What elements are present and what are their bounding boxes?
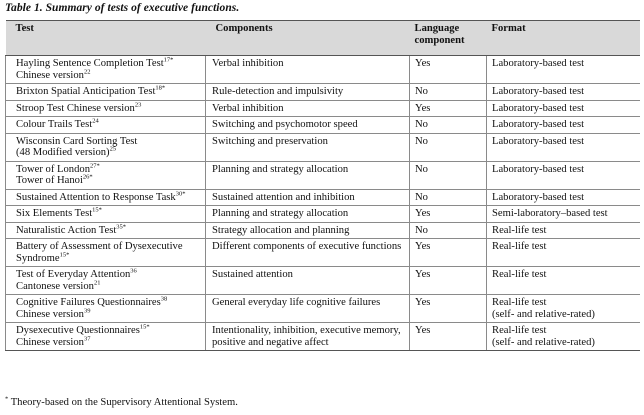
header-language-component: Language component (410, 21, 487, 56)
format-text: Real-life test (492, 325, 547, 336)
test-second-line (16, 278, 201, 293)
test-second-line-text: Chinese version (16, 69, 84, 81)
cell-test (6, 206, 206, 223)
test-reference: 24 (92, 117, 99, 125)
executive-functions-table (5, 20, 640, 351)
table-header-row (6, 21, 640, 56)
test-name: Brixton Spatial Anticipation Test (16, 86, 156, 97)
table-body (6, 56, 640, 351)
format-text: Laboratory-based test (492, 163, 585, 175)
test-reference: 17* (163, 56, 174, 64)
test-reference: 15* (139, 323, 150, 331)
cell-components: Intentionality, inhibition, executive memory, positive and negative affect (206, 323, 410, 351)
cell-test (6, 222, 206, 239)
table-caption: Table 1. Summary of tests of executive functions. (5, 2, 240, 14)
cell-test (6, 161, 206, 189)
format-text: Laboratory-based test (492, 58, 585, 69)
cell-language-component: Yes (410, 100, 487, 117)
cell-format (487, 323, 640, 351)
test-name: Sustained Attention to Response Task (16, 191, 176, 203)
table-row (6, 161, 640, 189)
cell-components: Different components of executive functions (206, 239, 410, 267)
cell-language-component: Yes (410, 239, 487, 267)
test-second-line-text: Chinese version (16, 336, 84, 348)
test-name: Battery of Assessment of Dysexecutive (16, 241, 183, 252)
cell-format (487, 206, 640, 223)
format-text: Real-life test (492, 224, 547, 236)
test-name: Tower of London (16, 163, 90, 175)
cell-language-component: No (410, 84, 487, 101)
test-reference: 15* (92, 206, 102, 214)
test-second-line-reference: 26* (82, 173, 93, 181)
cell-format (487, 161, 640, 189)
cell-test (6, 133, 206, 161)
test-reference: 36 (130, 267, 137, 275)
cell-format (487, 267, 640, 295)
cell-language-component: Yes (410, 295, 487, 323)
cell-test (6, 56, 206, 84)
table-row (6, 239, 640, 267)
test-name: Stroop Test Chinese version (16, 102, 135, 114)
test-second-line-reference: 21 (93, 278, 101, 286)
test-reference: 38 (160, 295, 168, 303)
format-text: Laboratory-based test (492, 191, 585, 203)
table-row (6, 323, 640, 351)
test-second-line (16, 334, 201, 349)
cell-language-component: No (410, 161, 487, 189)
format-second-line: (self- and relative-rated) (492, 308, 595, 320)
table-row (6, 189, 640, 206)
cell-test (6, 117, 206, 134)
test-second-line-reference: 15* (59, 250, 70, 258)
test-second-line (16, 250, 201, 265)
cell-format (487, 295, 640, 323)
format-text: Real-life test (492, 241, 547, 252)
test-name: Cognitive Failures Questionnaires (16, 297, 161, 308)
cell-test (6, 84, 206, 101)
test-name: Naturalistic Action Test (16, 224, 117, 236)
cell-language-component: Yes (410, 56, 487, 84)
table-row (6, 56, 640, 84)
cell-test (6, 267, 206, 295)
cell-components: Sustained attention (206, 267, 410, 295)
test-second-line-reference: 25 (109, 145, 117, 153)
test-second-line-text: Tower of Hanoi (16, 175, 83, 186)
table-row (6, 222, 640, 239)
cell-language-component: No (410, 117, 487, 134)
table-row (6, 84, 640, 101)
cell-components: Planning and strategy allocation (206, 206, 410, 223)
cell-components: Sustained attention and inhibition (206, 189, 410, 206)
test-name: Test of Everyday Attention (16, 269, 131, 280)
table-row (6, 100, 640, 117)
test-name: Hayling Sentence Completion Test (16, 58, 164, 69)
format-second-line: (self- and relative-rated) (492, 336, 595, 348)
test-second-line-text: Chinese version (16, 308, 84, 320)
cell-format (487, 56, 640, 84)
cell-language-component: Yes (410, 267, 487, 295)
test-name: Wisconsin Card Sorting Test (16, 135, 138, 147)
cell-format (487, 133, 640, 161)
header-test: Test (6, 21, 206, 56)
test-second-line-reference: 39 (83, 306, 91, 314)
test-second-line (16, 67, 201, 82)
table-row (6, 117, 640, 134)
format-text: Laboratory-based test (492, 119, 585, 130)
test-reference: 23 (134, 100, 142, 108)
cell-test (6, 100, 206, 117)
format-text: Semi-laboratory–based test (492, 208, 608, 219)
header-format: Format (487, 21, 640, 56)
cell-components: Switching and psychomotor speed (206, 117, 410, 134)
test-second-line-text: Cantonese version (16, 280, 94, 292)
cell-format (487, 222, 640, 239)
test-name: Dysexecutive Questionnaires (16, 325, 140, 336)
format-text: Laboratory-based test (492, 102, 585, 114)
test-second-line (16, 175, 201, 187)
table-row (6, 206, 640, 223)
test-reference: 30* (175, 189, 186, 197)
format-text: Laboratory-based test (492, 135, 585, 147)
format-text: Laboratory-based test (492, 86, 585, 97)
cell-components: Rule-detection and impulsivity (206, 84, 410, 101)
test-reference: 18* (155, 84, 166, 92)
cell-language-component: No (410, 133, 487, 161)
test-second-line (16, 147, 201, 159)
format-text: Real-life test (492, 297, 547, 308)
cell-components: Strategy allocation and planning (206, 222, 410, 239)
cell-test (6, 189, 206, 206)
header-components: Components (206, 21, 410, 56)
table-row (6, 267, 640, 295)
footnote-text: Theory-based on the Supervisory Attentional System. (8, 397, 238, 408)
format-text: Real-life test (492, 269, 547, 280)
cell-components: Verbal inhibition (206, 100, 410, 117)
cell-format (487, 84, 640, 101)
cell-format (487, 100, 640, 117)
cell-language-component: No (410, 222, 487, 239)
test-reference: 35* (116, 222, 127, 230)
cell-components: Switching and preservation (206, 133, 410, 161)
test-name: Colour Trails Test (16, 119, 93, 130)
table-row (6, 133, 640, 161)
cell-test (6, 239, 206, 267)
cell-components: General everyday life cognitive failures (206, 295, 410, 323)
test-reference: 27* (90, 161, 100, 169)
cell-components: Planning and strategy allocation (206, 161, 410, 189)
table-footnote (5, 397, 238, 408)
test-second-line-text: (48 Modified version) (16, 147, 110, 158)
test-second-line-text: Syndrome (16, 252, 60, 264)
cell-format (487, 239, 640, 267)
cell-test (6, 323, 206, 351)
cell-format (487, 189, 640, 206)
cell-test (6, 295, 206, 323)
cell-language-component: No (410, 189, 487, 206)
cell-format (487, 117, 640, 134)
footnote-mark: * (5, 395, 9, 403)
test-second-line (16, 306, 201, 321)
cell-language-component: Yes (410, 206, 487, 223)
test-second-line-reference: 22 (83, 67, 91, 75)
cell-language-component: Yes (410, 323, 487, 351)
test-second-line-reference: 37 (83, 334, 91, 342)
cell-components: Verbal inhibition (206, 56, 410, 84)
test-name: Six Elements Test (16, 208, 93, 219)
table-row (6, 295, 640, 323)
